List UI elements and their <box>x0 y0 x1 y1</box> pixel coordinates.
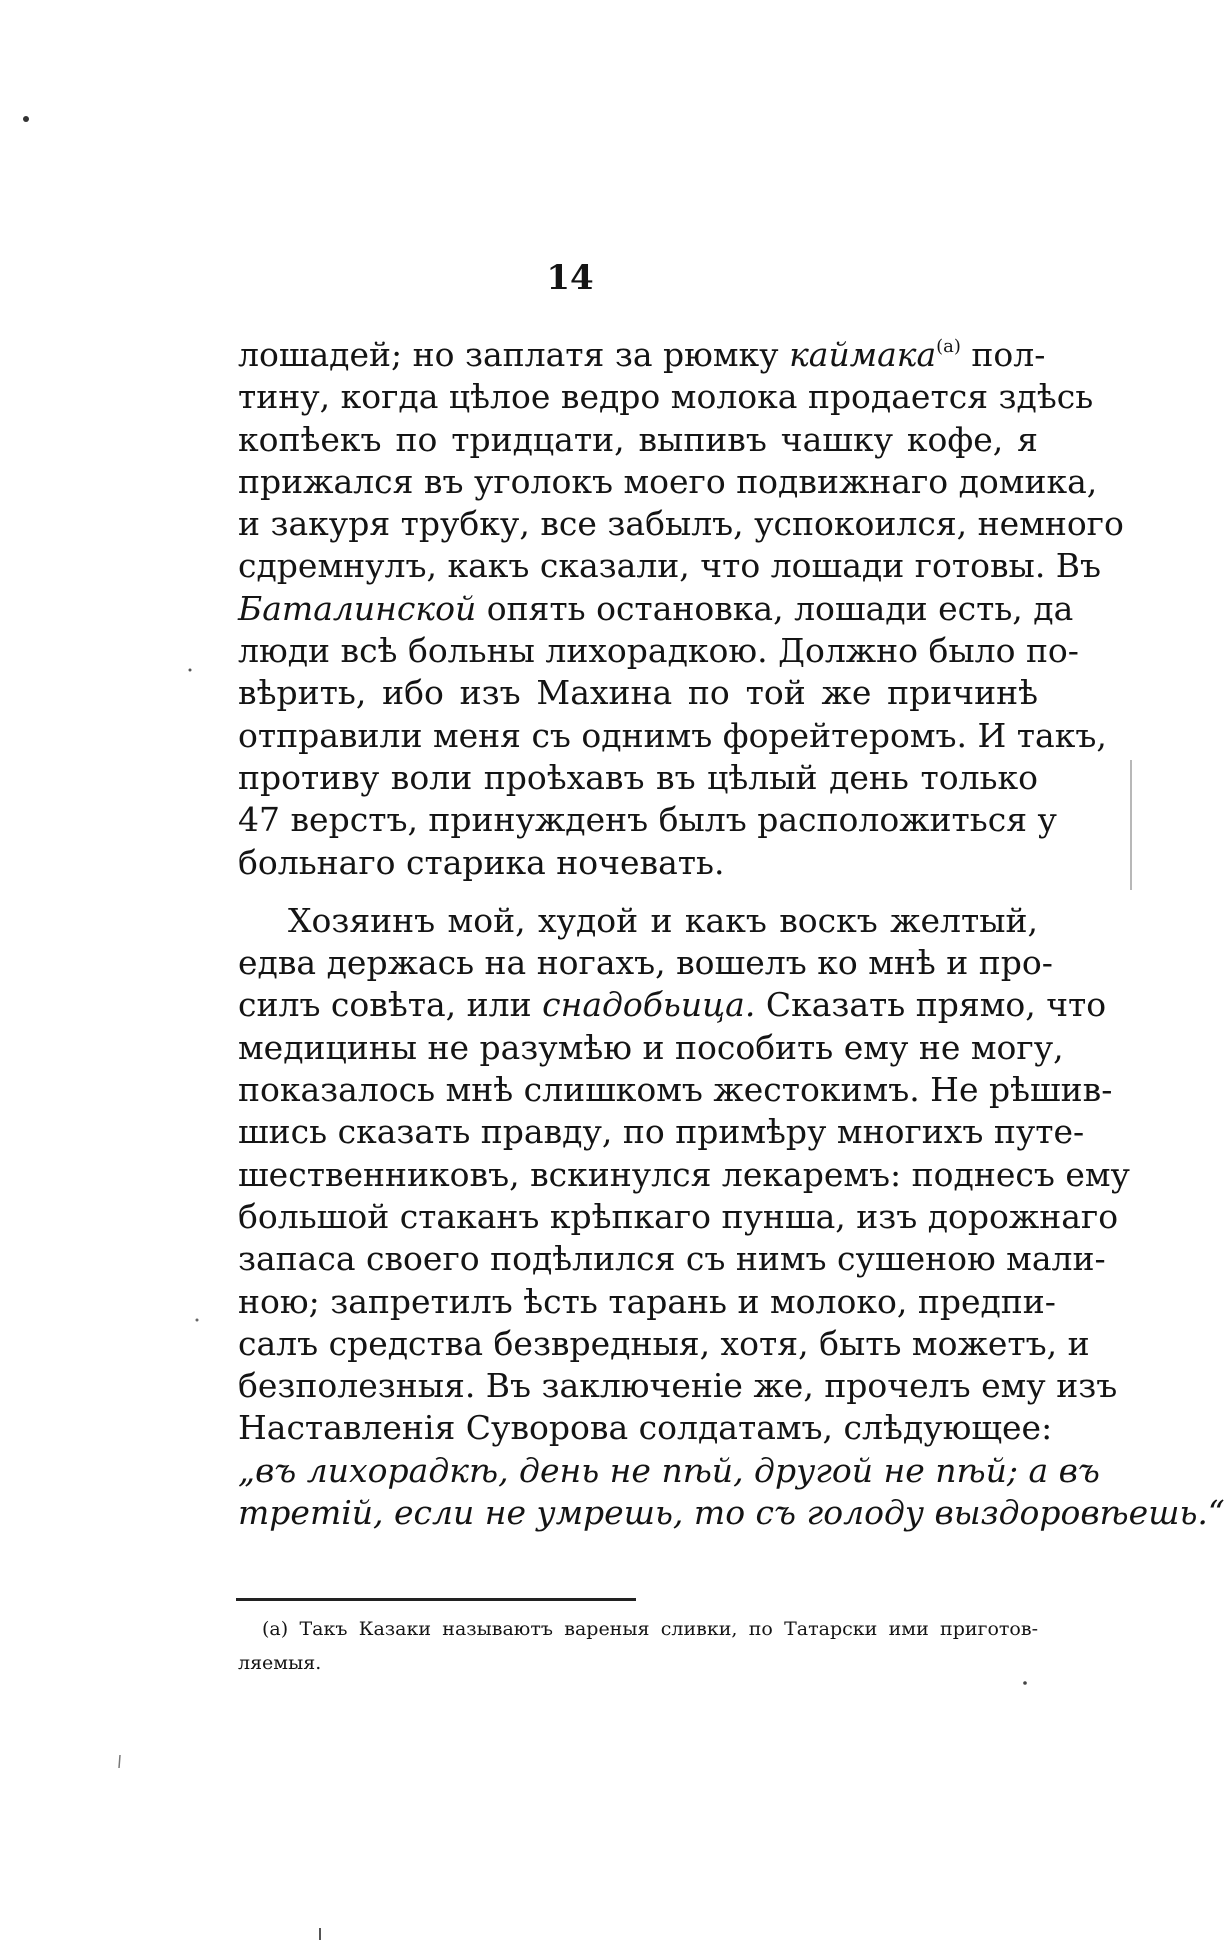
text-line <box>238 376 1094 418</box>
text-segment: большой стаканъ крѣпкаго пунша, изъ дорожнаго <box>238 1196 1119 1236</box>
text-line <box>238 630 1079 672</box>
footnote-text-2: ляемыя. <box>238 1652 322 1674</box>
text-line <box>238 588 1074 630</box>
text-line <box>238 545 1102 587</box>
text-line <box>238 1069 1113 1111</box>
text-line <box>238 1281 1056 1323</box>
text-segment: тину, когда цѣлое ведро молока продается здѣсь <box>238 377 1094 417</box>
text-segment: прижался въ уголокъ моего подвижнаго домика, <box>238 461 1098 501</box>
speck <box>189 669 192 672</box>
speck <box>119 1755 120 1768</box>
text-segment: безполезныя. Въ заключенiе же, прочелъ ему изъ <box>238 1366 1118 1406</box>
text-line <box>238 334 1046 376</box>
text-segment: запаса своего подѣлился съ нимъ сушеною мали- <box>238 1239 1106 1279</box>
text-segment: снадобьица. <box>542 985 756 1025</box>
text-segment: силъ совѣта, или <box>238 985 543 1025</box>
footnote-line <box>238 1646 1038 1680</box>
text-segment: лошадей; но заплатя за рюмку <box>238 335 790 374</box>
text-line <box>238 842 1038 884</box>
text-line <box>238 1027 1064 1069</box>
text-segment: опять остановка, лошади есть, да <box>476 588 1074 628</box>
text-segment: шественниковъ, вскинулся лекаремъ: поднесъ ему <box>238 1154 1130 1194</box>
text-segment: каймака <box>789 335 937 374</box>
paragraph-gap <box>238 884 1038 900</box>
footnote-text-1: Такъ Казаки называютъ вареныя сливки, по Татарски ими приготов- <box>299 1618 1038 1640</box>
text-segment: больнаго старика ночевать. <box>238 842 725 882</box>
text-segment: 47 верстъ, принужденъ былъ расположиться у <box>238 800 1057 840</box>
text-line <box>238 419 1038 461</box>
text-line <box>238 984 1107 1026</box>
text-line <box>238 942 1053 984</box>
text-segment: вѣрить, ибо изъ Махина по той же причинѣ <box>238 673 1038 713</box>
speck <box>23 116 29 122</box>
text-segment: показалось мнѣ слишкомъ жестокимъ. Не рѣшив- <box>238 1070 1113 1110</box>
text-line <box>238 1196 1119 1238</box>
text-segment: ною; запретилъ ѣсть тарань и молоко, предпи- <box>238 1281 1056 1321</box>
text-line <box>238 1450 1100 1492</box>
text-line <box>238 1365 1118 1407</box>
text-segment: Наставленiя Суворова солдатамъ, слѣдующее: <box>238 1408 1053 1448</box>
body-text <box>238 334 1225 1534</box>
text-segment: пол- <box>960 335 1046 374</box>
text-segment: салъ средства безвредныя, хотя, быть можетъ, и <box>238 1323 1090 1363</box>
text-segment: Хозяинъ мой, худой и какъ воскъ желтый, <box>288 900 1038 940</box>
footnote-line <box>238 1612 1038 1646</box>
scan-edge-shadow <box>1130 760 1132 890</box>
text-line <box>238 672 1038 714</box>
text-segment: едва держась на ногахъ, вошелъ ко мнѣ и про- <box>238 943 1053 983</box>
text-line <box>238 1111 1085 1153</box>
text-line <box>238 461 1098 503</box>
page-number: 14 <box>546 258 594 298</box>
text-segment: шись сказать правду, по примѣру многихъ путе- <box>238 1112 1085 1152</box>
paragraph <box>238 334 1124 884</box>
text-line <box>238 1323 1090 1365</box>
paragraph <box>238 900 1225 1534</box>
text-line <box>238 1492 1225 1534</box>
footnote-divider <box>236 1598 636 1601</box>
footnote-marker: (а) <box>262 1618 289 1640</box>
text-segment: Баталинской <box>238 588 477 628</box>
text-line <box>238 715 1107 757</box>
text-segment: отправили меня съ однимъ форейтеромъ. И такъ, <box>238 715 1107 755</box>
text-segment: и закуря трубку, все забылъ, успокоился, немного <box>238 504 1124 544</box>
text-segment: медицины не разумѣю и пособить ему не могу, <box>238 1027 1064 1067</box>
text-segment: противу воли проѣхавъ въ цѣлый день только <box>238 757 1038 797</box>
text-line <box>238 799 1057 841</box>
speck <box>1023 1681 1027 1685</box>
footnote <box>238 1612 1038 1680</box>
text-segment: люди всѣ больны лихорадкою. Должно было по- <box>238 631 1079 671</box>
text-line <box>238 1238 1106 1280</box>
speck <box>196 1319 199 1322</box>
text-line <box>238 900 1038 942</box>
text-line <box>238 1407 1053 1449</box>
text-segment: сдремнулъ, какъ сказали, что лошади готовы. Въ <box>238 546 1102 586</box>
text-segment: копѣекъ по тридцати, выпивъ чашку кофе, я <box>238 419 1038 459</box>
text-line <box>238 757 1038 799</box>
text-segment: „въ лихорадкѣ, день не пѣй, другой не пѣй; а въ <box>238 1450 1100 1490</box>
footnote-reference: (а) <box>936 336 961 357</box>
text-line <box>238 1154 1130 1196</box>
text-line <box>238 503 1124 545</box>
text-segment: Сказать прямо, что <box>755 985 1107 1025</box>
text-segment: третiй, если не умрешь, то съ голоду выздоровѣешь.“ <box>238 1493 1225 1533</box>
